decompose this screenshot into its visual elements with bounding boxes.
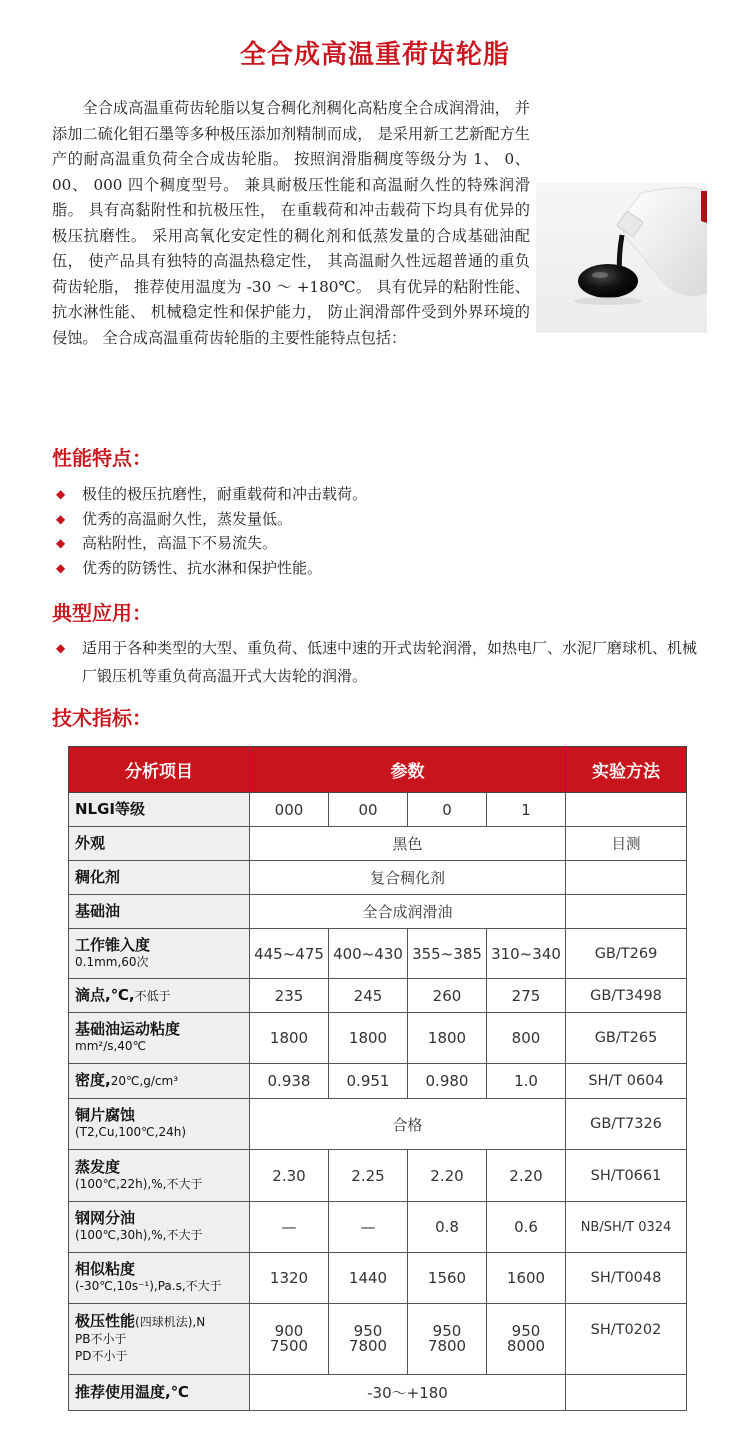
table-cell: 1560	[408, 1253, 487, 1304]
table-cell: 合格	[250, 1099, 566, 1150]
table-cell: 1	[487, 793, 566, 827]
row-label: 基础油运动粘度 mm²/s,40℃	[69, 1013, 250, 1064]
table-cell: GB/T269	[566, 929, 687, 979]
table-cell: 0.951	[329, 1064, 408, 1099]
table-cell	[566, 793, 687, 827]
table-cell: 355~385	[408, 929, 487, 979]
header-params: 参数	[250, 747, 566, 793]
list-item: ◆ 极佳的极压抗磨性，耐重载荷和冲击载荷。	[52, 482, 367, 507]
specs-heading: 技术指标：	[52, 706, 152, 730]
table-cell: 00	[329, 793, 408, 827]
table-cell: 2.20	[408, 1150, 487, 1202]
table-cell: GB/T7326	[566, 1099, 687, 1150]
row-label: 铜片腐蚀 (T2,Cu,100℃,24h)	[69, 1099, 250, 1150]
table-cell: 900 7500	[250, 1304, 329, 1375]
table-cell: —	[329, 1202, 408, 1253]
list-item: ◆ 优秀的防锈性、抗水淋和保护性能。	[52, 556, 367, 581]
table-cell: 黑色	[250, 827, 566, 861]
diamond-bullet-icon: ◆	[56, 560, 66, 575]
diamond-bullet-icon: ◆	[56, 511, 66, 526]
table-row	[69, 895, 687, 929]
table-cell: 950 7800	[329, 1304, 408, 1375]
row-label: 极压性能(四球机法),N PB不小于 PD不小于	[69, 1304, 250, 1375]
table-row	[69, 979, 687, 1013]
features-list	[52, 482, 367, 580]
table-cell: 1320	[250, 1253, 329, 1304]
table-row	[69, 1013, 687, 1064]
table-row	[69, 1099, 687, 1150]
table-cell: SH/T 0604	[566, 1064, 687, 1099]
row-label: 密度,20℃,g/cm³	[69, 1064, 250, 1099]
features-heading: 性能特点：	[52, 446, 152, 470]
table-header-row	[69, 747, 687, 793]
table-row	[69, 1375, 687, 1411]
table-cell	[566, 861, 687, 895]
table-cell: GB/T265	[566, 1013, 687, 1064]
row-label: 钢网分油 (100℃,30h),%,不大于	[69, 1202, 250, 1253]
header-method: 实验方法	[566, 747, 687, 793]
table-cell: 1.0	[487, 1064, 566, 1099]
table-cell: 2.30	[250, 1150, 329, 1202]
table-cell	[566, 1375, 687, 1411]
table-cell	[566, 895, 687, 929]
row-label: 稠化剂	[69, 861, 250, 895]
list-item: ◆ 适用于各种类型的大型、重负荷、低速中速的开式齿轮润滑，如热电厂、水泥厂磨球机、机械厂锻压机等重负荷高温开式大齿轮的润滑。	[52, 634, 702, 690]
table-cell: 310~340	[487, 929, 566, 979]
table-cell: 245	[329, 979, 408, 1013]
table-row	[69, 1202, 687, 1253]
table-cell: 0.980	[408, 1064, 487, 1099]
list-item: ◆ 优秀的高温耐久性，蒸发量低。	[52, 507, 367, 532]
table-cell: 260	[408, 979, 487, 1013]
table-cell: 445~475	[250, 929, 329, 979]
row-label: 基础油	[69, 895, 250, 929]
table-cell: 复合稠化剂	[250, 861, 566, 895]
table-cell: —	[250, 1202, 329, 1253]
table-cell: 950 7800	[408, 1304, 487, 1375]
applications-list	[52, 634, 702, 690]
table-cell: 0.8	[408, 1202, 487, 1253]
table-cell: -30～+180	[250, 1375, 566, 1411]
table-cell: 1800	[408, 1013, 487, 1064]
diamond-bullet-icon: ◆	[56, 641, 66, 655]
spec-table	[68, 746, 687, 1411]
list-item: ◆ 高粘附性，高温下不易流失。	[52, 531, 367, 556]
product-photo	[536, 183, 707, 333]
grease-bottle-illustration	[536, 183, 707, 333]
row-label: 相似粘度 (-30℃,10s⁻¹),Pa.s,不大于	[69, 1253, 250, 1304]
diamond-bullet-icon: ◆	[56, 536, 66, 550]
table-cell: SH/T0661	[566, 1150, 687, 1202]
table-row	[69, 1253, 687, 1304]
table-cell: GB/T3498	[566, 979, 687, 1013]
table-cell: 1800	[250, 1013, 329, 1064]
table-cell: SH/T0202	[566, 1304, 687, 1375]
diamond-bullet-icon: ◆	[56, 487, 66, 501]
applications-heading: 典型应用：	[52, 601, 152, 625]
table-cell: 235	[250, 979, 329, 1013]
table-cell: 000	[250, 793, 329, 827]
header-item: 分析项目	[69, 747, 250, 793]
row-label: 外观	[69, 827, 250, 861]
table-cell: 全合成润滑油	[250, 895, 566, 929]
table-row	[69, 929, 687, 979]
row-label: 工作锥入度 0.1mm,60次	[69, 929, 250, 979]
table-row	[69, 861, 687, 895]
table-row	[69, 1304, 687, 1375]
row-label: 滴点,℃,不低于	[69, 979, 250, 1013]
table-cell: 0.938	[250, 1064, 329, 1099]
table-row	[69, 1064, 687, 1099]
table-cell: 950 8000	[487, 1304, 566, 1375]
table-cell: 1440	[329, 1253, 408, 1304]
table-cell: 0.6	[487, 1202, 566, 1253]
table-cell: 2.25	[329, 1150, 408, 1202]
table-cell: 800	[487, 1013, 566, 1064]
table-cell: 1800	[329, 1013, 408, 1064]
table-row	[69, 1150, 687, 1202]
intro-paragraph: 全合成高温重荷齿轮脂以复合稠化剂稠化高粘度全合成润滑油， 并添加二硫化钼石墨等多种极压添加剂精制而成， 是采用新工艺新配方生产的耐高温重负荷全合成齿轮脂。 按照润滑脂稠度等级分为 1、 0、 00、 000 四个稠度型号。 兼具耐极压性能和高温耐久性的特殊润滑脂。 具有高黏附性和抗极压性， 在重载荷和冲击载荷下均具有优异的极压抗磨性。 采用高氧化安定性的稠化剂和低蒸发量的合成基础油配伍， 使产品具有独特的高温热稳定性， 其高温耐久性远超普通的重负荷齿轮脂， 推荐使用温度为 -30 ～ +180℃。 具有优异的粘附性能、 抗水淋性能、 机械稳定性和保护能力， 防止润滑部件受到外界环境的侵蚀。 全合成高温重荷齿轮脂的主要性能特点包括：	[52, 99, 530, 347]
row-label: 蒸发度 (100℃,22h),%,不大于	[69, 1150, 250, 1202]
table-cell: 275	[487, 979, 566, 1013]
table-row	[69, 793, 687, 827]
table-cell: 400~430	[329, 929, 408, 979]
table-row	[69, 827, 687, 861]
table-cell: NB/SH/T 0324	[566, 1202, 687, 1253]
table-cell: 2.20	[487, 1150, 566, 1202]
row-label: 推荐使用温度,℃	[69, 1375, 250, 1411]
page-title: 全合成高温重荷齿轮脂	[239, 40, 510, 70]
table-cell: 目测	[566, 827, 687, 861]
table-cell: SH/T0048	[566, 1253, 687, 1304]
row-label: NLGI等级	[69, 793, 250, 827]
table-cell: 0	[408, 793, 487, 827]
table-cell: 1600	[487, 1253, 566, 1304]
